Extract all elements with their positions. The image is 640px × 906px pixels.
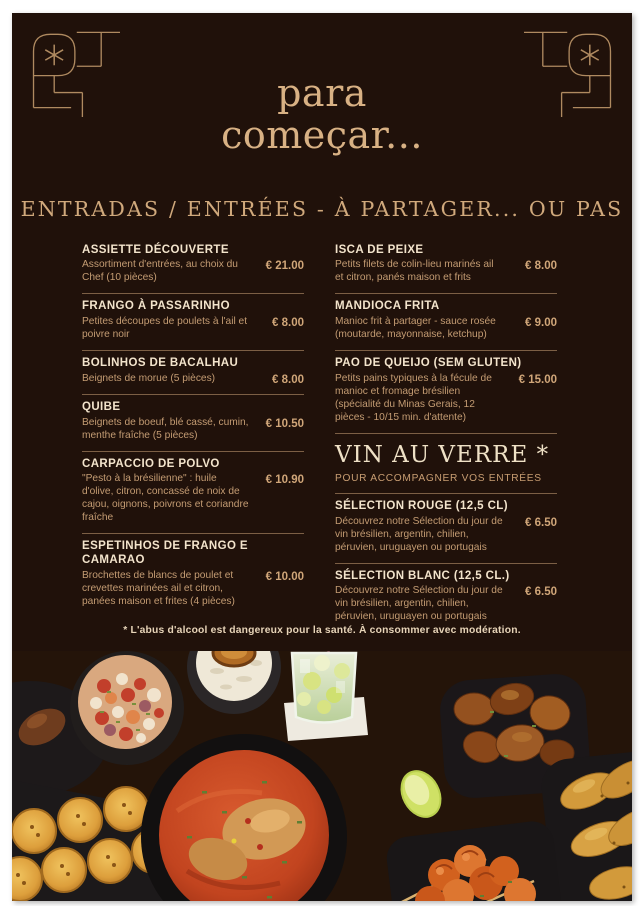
item-price: € 10.50 xyxy=(265,417,304,430)
item-name: QUIBE xyxy=(82,400,121,413)
page-title-line1: para xyxy=(277,71,367,115)
menu-item xyxy=(335,564,557,633)
menu-item xyxy=(82,238,304,295)
menu-column-left xyxy=(82,238,304,633)
item-description: Beignets de morue (5 pièces) xyxy=(82,372,216,384)
page-title-line2: começar... xyxy=(221,112,423,157)
wine-section-subtitle: POUR ACCOMPAGNER VOS ENTRÉES xyxy=(335,472,542,484)
item-description: Découvrez notre Sélection du jour de vin brésilien, argentin, chilien, péruvien, uruguayen ou portugais xyxy=(335,515,503,553)
item-description: "Pesto à la brésilienne" : huile d'olive, citron, concassé de noix de cajou, oignons, poivrons et coriandre fraîche xyxy=(82,473,249,524)
item-price: € 8.00 xyxy=(272,317,304,330)
item-description: Beignets de boeuf, blé cassé, cumin, menthe fraîche (5 pièces) xyxy=(82,416,249,441)
item-description: Assortiment d'entrées, au choix du Chef (10 pièces) xyxy=(82,259,238,284)
item-name: CARPACCIO DE POLVO xyxy=(82,457,220,470)
item-name: ASSIETTE DÉCOUVERTE xyxy=(82,243,229,256)
asterisk-icon xyxy=(581,45,599,66)
item-description: Petits filets de colin-lieu marinés ail et citron, panés maison et frits xyxy=(335,259,494,284)
item-description: Brochettes de blancs de poulet et crevettes marinées ail et citron, panées maison et frites (4 pièces) xyxy=(82,569,235,607)
item-price: € 6.50 xyxy=(525,586,557,599)
menu-item xyxy=(82,534,304,616)
item-price: € 8.00 xyxy=(525,260,557,273)
item-name: BOLINHOS DE BACALHAU xyxy=(82,357,239,369)
item-price: € 21.00 xyxy=(265,260,304,273)
item-price: € 10.90 xyxy=(265,474,304,487)
menu-card xyxy=(12,13,632,901)
menu-item xyxy=(82,452,304,535)
corner-ornament-icon xyxy=(524,23,618,117)
item-price: € 8.00 xyxy=(272,373,304,386)
item-name: FRANGO À PASSARINHO xyxy=(82,300,230,313)
item-price: € 10.00 xyxy=(265,570,304,583)
menu-column-right xyxy=(335,238,557,633)
wine-section-header xyxy=(335,434,557,494)
menu-item xyxy=(82,351,304,395)
item-name: PAO DE QUEIJO (SEM GLUTEN) xyxy=(335,357,522,369)
item-price: € 6.50 xyxy=(525,516,557,529)
item-price: € 15.00 xyxy=(518,373,557,386)
item-description: Petits pains typiques à la fécule de manioc et fromage brésilien (spécialité du Minas Gerais, 12 pièces - 10/15 min. d'attente) xyxy=(335,372,492,423)
menu-item xyxy=(82,294,304,351)
item-description: Manioc frit à partager - sauce rosée (moutarde, mayonnaise, ketchup) xyxy=(335,316,496,341)
wine-section-title: VIN AU VERRE * xyxy=(335,441,550,468)
menu-item xyxy=(335,351,557,434)
menu-item xyxy=(335,494,557,564)
menu-item xyxy=(82,395,304,452)
ceviche-bowl xyxy=(70,651,184,765)
menu-item xyxy=(335,238,557,295)
menu-columns xyxy=(82,238,557,633)
menu-item xyxy=(335,294,557,351)
item-price: € 9.00 xyxy=(525,317,557,330)
item-name: ESPETINHOS DE FRANGO E CAMARAO xyxy=(82,540,248,566)
food-photo-collage xyxy=(12,651,632,901)
section-header: ENTRADAS / ENTRÉES - À PARTAGER... OU PAS xyxy=(20,196,624,221)
item-name: SÉLECTION ROUGE (12,5 CL) xyxy=(335,499,508,512)
item-name: SÉLECTION BLANC (12,5 CL.) xyxy=(335,569,510,582)
asterisk-icon xyxy=(45,45,63,66)
item-description: Découvrez notre Sélection du jour de vin brésilien, argentin, chilien, péruvien, uruguayen ou portugais xyxy=(335,585,503,623)
alcohol-warning-note: * L'abus d'alcool est dangereux pour la santé. À consommer avec modération. xyxy=(123,625,521,636)
corner-ornament-icon xyxy=(26,23,120,117)
item-name: MANDIOCA FRITA xyxy=(335,300,440,313)
item-name: ISCA DE PEIXE xyxy=(335,243,424,256)
item-description: Petites découpes de poulets à l'ail et poivre noir xyxy=(82,316,248,341)
